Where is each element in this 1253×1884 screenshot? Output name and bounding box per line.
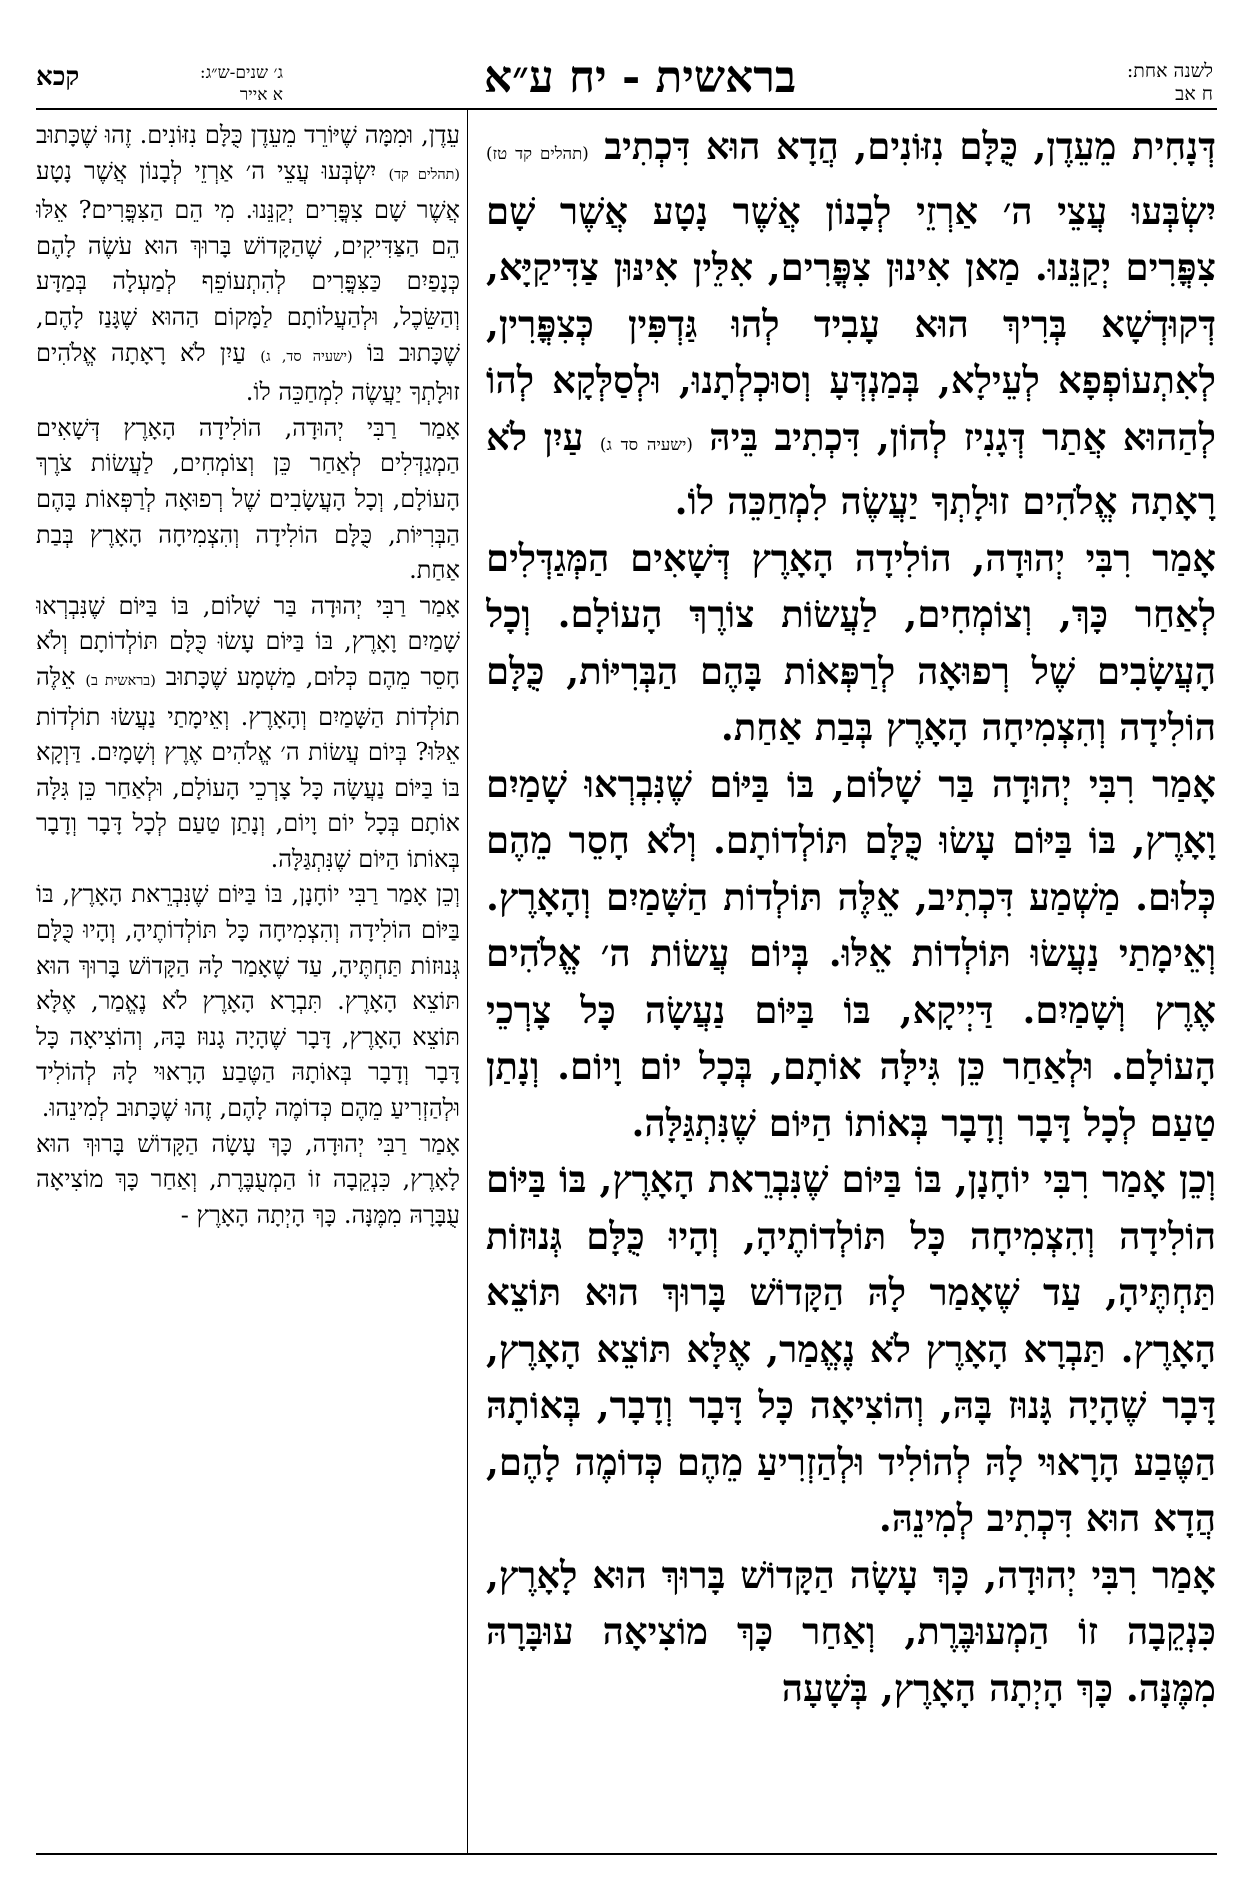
side-paragraph-5: אָמַר רַבִּי יְהוּדָה, כָּךְ עָשָׂה הַקָּדוֹשׁ בָּרוּךְ הוּא לָאָרֶץ, כִּנְקֵבָה זוֹ הַמְעֻבֶּרֶת, וְאַחַר כָּךְ מוֹצִיאָה עֻבָּרָהּ מִמֶּנָּה. כָּךְ הָיְתָה הָאָרֶץ - xyxy=(36,1129,460,1229)
translation-column xyxy=(36,118,460,1848)
main-paragraph-1 xyxy=(486,118,1216,530)
side-p3-text-b: אֵלֶּה תוֹלְדוֹת הַשָּׁמַיִם וְהָאָרֶץ. וְאֵימָתַי נַעֲשׂוּ תוֹלְדוֹת אֵלּוּ? בְּיוֹם עֲשׂוֹת ה׳ אֱלֹהִים אֶרֶץ וְשָׁמָיִם. דַּוְקָא בּוֹ בַּיּוֹם נַעֲשָׂה כָּל צָרְכֵי הָעוֹלָם, וּלְאַחַר כֵּן גִּלָּה אוֹתָם בְּכָל יוֹם וָיוֹם, וְנָתַן טַעַם לְכָל דָּבָר וְדָבָר בְּאוֹתוֹ הַיּוֹם שֶׁנִּתְגַּלָּה. xyxy=(36,662,460,873)
side-p1-citation-2: (ישעיה סד, ג) xyxy=(260,348,353,365)
schedule-date-one-year: ח אב xyxy=(1175,83,1213,105)
footer-rule xyxy=(36,1853,1217,1855)
study-schedule-one-year xyxy=(1033,60,1213,106)
side-p1-text: עֵדֶן, וּמִמָּה שֶׁיּוֹרֵד מֵעֵדֶן כֻּלָּם נִזּוֹנִים. זֶהוּ שֶׁכָּתוּב xyxy=(36,121,460,149)
main-paragraph-3: אָמַר רִבִּי יְהוּדָה בַּר שָׁלוֹם, בּוֹ בַּיּוֹם שֶׁנִּבְרְאוּ שָׁמַיִם וָאָרֶץ, בּוֹ בַּיּוֹם עָשׂוּ כֻּלָּם תּוֹלְדוֹתָם. וְלֹא חָסֵר מֵהֶם כְּלוּם. מַשְׁמַע דִּכְתִיב, אֵלֶּה תּוֹלְדוֹת הַשָּׁמַיִם וְהָאָרֶץ. וְאֵימָתַי נַעֲשׂוּ תּוֹלְדוֹת אֵלּוּ. בְּיוֹם עֲשׂוֹת ה׳ אֱלֹהִים אֶרֶץ וְשָׁמַיִם. דַּיְיקָא, בּוֹ בַּיּוֹם נַעֲשָׂה כָּל צָרְכֵי הָעוֹלָם. וּלְאַחַר כֵּן גִּילָּה אוֹתָם, בְּכָל יוֹם וָיוֹם. וְנָתַן טַעַם לְכָל דָּבָר וְדָבָר בְּאוֹתוֹ הַיּוֹם שֶׁנִּתְגַּלָּה. xyxy=(486,761,1216,1145)
side-p3-text: אָמַר רַבִּי יְהוּדָה בַּר שָׁלוֹם, בּוֹ בַּיּוֹם שֶׁנִּבְרְאוּ שָׁמַיִם וָאָרֶץ, בּוֹ בַּיּוֹם עָשׂוּ כֻּלָּם תּוֹלְדוֹתָם וְלֹא חָסֵר מֵהֶם כְּלוּם, מַשְׁמָע שֶׁכָּתוּב xyxy=(36,591,460,691)
main-paragraph-4: וְכֵן אָמַר רִבִּי יוֹחָנָן, בּוֹ בַּיּוֹם שֶׁנִּבְרֵאת הָאָרֶץ, בּוֹ בַּיּוֹם הוֹלִידָה וְהִצְמִיחָה כָּל תּוֹלְדוֹתֶיהָ, וְהָיוּ כֻּלָּם גְּנוּזוֹת תַּחְתֶּיהָ, עַד שֶׁאָמַר לָהּ הַקָּדוֹשׁ בָּרוּךְ הוּא תּוֹצֵא הָאָרֶץ. תַּבְרָא הָאָרֶץ לֹא נֶאֱמַר, אֶלָּא תּוֹצֵא הָאָרֶץ, דָּבָר שֶׁהָיָה גָּנוּז בָּהּ, וְהוֹצִיאָה כָּל דָּבָר וְדָבָר, בְּאוֹתָהּ הַטֶּבַע הָרָאוּי לָהּ לְהוֹלִיד וּלְהַזְרִיעַ מֵהֶם כְּדוֹמֶה לָהֶם, הֲדָא הוּא דִּכְתִיב לְמִינֵהּ. xyxy=(486,1157,1216,1540)
side-paragraph-1 xyxy=(36,118,460,411)
schedule-date-three-years: א אייר xyxy=(239,85,283,105)
main-p1-citation-2: (ישעיה סד ג) xyxy=(599,434,693,454)
main-p1-text: דְּנָחִית מֵעֵדֶן, כֻּלָּם נִזּוֹנִים, הֲדָא הוּא דִּכְתִיב xyxy=(604,124,1216,168)
side-p1-text-c: עַיִן לֹא רָאָתָה אֱלֹהִים זוּלָתְךָ יַעֲשֶׂה לִמְחַכֵּה לוֹ. xyxy=(36,338,460,407)
side-paragraph-2: אָמַר רַבִּי יְהוּדָה, הוֹלִידָה הָאָרֶץ דְּשָׁאִים הַמְגַדְּלִים לְאַחַר כֵּן וְצוֹמְחִים, לַעֲשׂוֹת צֹרֶךְ הָעוֹלָם, וְכָל הָעֲשָׂבִים שֶׁל רְפוּאָה לְרַפְּאוֹת בָּהֶם הַבְּרִיּוֹת, כֻּלָּם הוֹלִידָה וְהִצְמִיחָה הָאָרֶץ בְּבַת אַחַת. xyxy=(36,413,460,585)
page-header xyxy=(0,0,1253,108)
side-p3-citation: (בראשית ב) xyxy=(85,672,156,689)
main-p1-citation: (תהלים קד טז) xyxy=(486,144,589,163)
main-p1-text-c: עַיִן לֹא רָאָתָה אֱלֹהִים זוּלָתְךָ יַעֲשֶׂה לִמְחַכֵּה לוֹ. xyxy=(486,414,1216,523)
header-rule xyxy=(36,108,1217,110)
main-p1-text-b: יִשְׂבְּעוּ עֲצֵי ה׳ אַרְזֵי לְבָנוֹן אֲשֶׁר נָטָע אֲשֶׁר שָׁם צִפֳּרִים יְקַנֵּנוּ. מַאן אִינוּן צִפֳּרִים, אִלֵּין אִינּוּן צַדִּיקַיָּא, דְּקוּדְשָׁא בְּרִיךְ הוּא עָבִיד לְהוּ גַּדְפִּין כְּצִפֳּרִין, לְאִתְעוֹפְפָא לְעֵילָא, בְּמַנְדְּעָ וְסוּכְלְתָנוּ, וּלְסַלְּקָא לְהוֹ לְהַהוּא אֲתַר דְּגָנִיז לְהוֹן, דִּכְתִיב בֵּיהּ xyxy=(486,188,1216,459)
page-title: בראשית - יח ע״א xyxy=(483,52,797,103)
main-text-column xyxy=(486,118,1216,1848)
page-number: קכא xyxy=(36,62,80,92)
column-divider xyxy=(467,110,468,1853)
side-p1-text-b: יִשְׂבְּעוּ עֲצֵי ה׳ אַרְזֵי לְבָנוֹן אֲשֶׁר נָטָע אֲשֶׁר שָׁם צִפֳּרִים יְקַנֵּנוּ. מִי הֵם הַצִּפֳּרִים? אֵלּוּ הֵם הַצַּדִּיקִים, שֶׁהַקָּדוֹשׁ בָּרוּךְ הוּא עֹשֶׂה לָהֶם כְּנָפַיִם כַּצִּפֳּרִים לְהִתְעוֹפֵף לְמַעְלָה בְּמַדָּע וְהַשֵּׂכֶל, וּלְהַעֲלוֹתָם לַמָּקוֹם הַהוּא שֶׁגָּנַז לָהֶם, שֶׁכָּתוּב בּוֹ xyxy=(36,156,460,367)
main-paragraph-2: אָמַר רִבִּי יְהוּדָה, הוֹלִידָה הָאָרֶץ דְּשָׁאִים הַמְּגַדְּלִים לְאַחַר כָּךְ, וְצוֹמְחִים, לַעֲשׂוֹת צוֹרֶךְ הָעוֹלָם. וְכָל הָעֲשָׂבִים שֶׁל רְפוּאָה לְרַפְּאוֹת בָּהֶם הַבְּרִיּוֹת, כֻּלָּם הוֹלִידָה וְהִצְמִיחָה הָאָרֶץ בְּבַת אַחַת. xyxy=(486,535,1216,749)
main-paragraph-5: אָמַר רִבִּי יְהוּדָה, כָּךְ עָשָׂה הַקָּדוֹשׁ בָּרוּךְ הוּא לָאָרֶץ, כִּנְקֵבָה זוֹ הַמְעוּבֶּרֶת, וְאַחַר כָּךְ מוֹצִיאָה עוּבָּרָהּ מִמֶּנָּה. כָּךְ הָיְתָה הָאָרֶץ, בְּשָׁעָה xyxy=(486,1552,1216,1710)
schedule-label-three-years: ג׳ שנים-ש״ג: xyxy=(199,63,283,83)
schedule-label-one-year: לשנה אחת: xyxy=(1126,60,1213,82)
side-p1-citation: (תהלים קד) xyxy=(388,166,460,183)
side-paragraph-4: וְכֵן אָמַר רַבִּי יוֹחָנָן, בּוֹ בַּיּוֹם שֶׁנִּבְרֵאת הָאָרֶץ, בּוֹ בַּיּוֹם הוֹלִידָה וְהִצְמִיחָה כָּל תּוֹלְדוֹתֶיהָ, וְהָיוּ כֻּלָּם גְּנוּזוֹת תַּחְתֶּיהָ, עַד שֶׁאָמַר לָהּ הַקָּדוֹשׁ בָּרוּךְ הוּא תּוֹצֵא הָאָרֶץ. תִּבְרָא הָאָרֶץ לֹא נֶאֱמַר, אֶלָּא תּוֹצֵא הָאָרֶץ, דָּבָר שֶׁהָיָה גָנוּז בָּהּ, וְהוֹצִיאָה כָּל דָּבָר וְדָבָר בְּאוֹתָהּ הַטֶּבַע הָרָאוּי לָהּ לְהוֹלִיד וּלְהַזְרִיעַ מֵהֶם כְּדוֹמֶה לָהֶם, זֶהוּ שֶׁכָּתוּב לְמִינֵהוּ. xyxy=(36,880,460,1123)
side-paragraph-3 xyxy=(36,589,460,878)
study-schedule-three-years xyxy=(133,62,283,106)
